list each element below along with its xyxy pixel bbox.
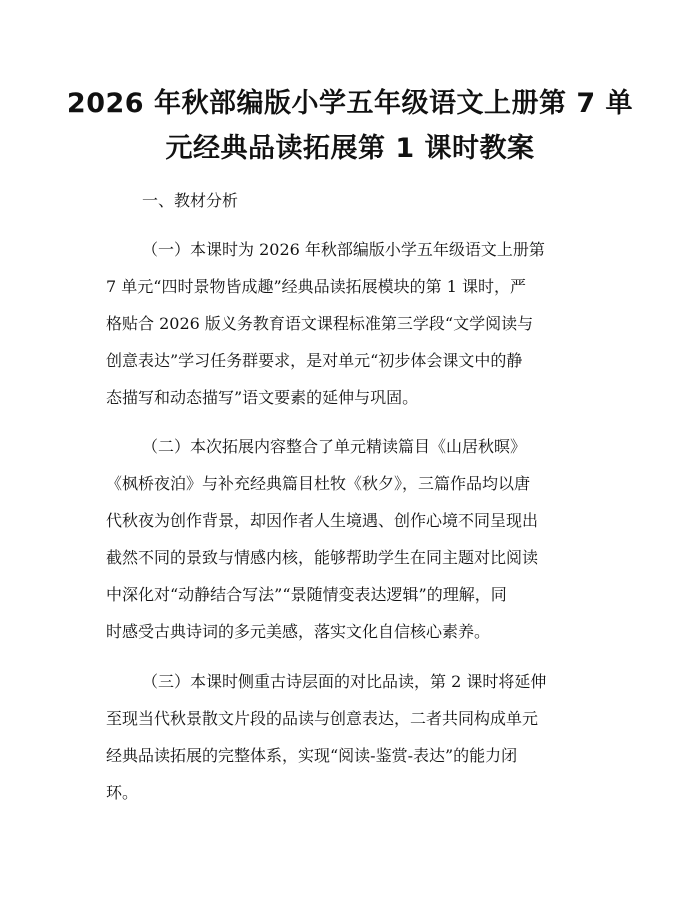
paragraph-3-line-2: 至现当代秋景散文片段的品读与创意表达，二者共同构成单元 (106, 709, 539, 728)
document-title-line-1: 2026 年秋部编版小学五年级语文上册第 7 单 (66, 88, 634, 119)
paragraph-1-line-3: 格贴合 2026 版义务教育语文课程标准第三学段“文学阅读与 (106, 314, 534, 333)
paragraph-1-line-2: 7 单元“四时景物皆成趣”经典品读拓展模块的第 1 课时，严 (106, 277, 526, 296)
paragraph-2-line-5: 中深化对“动静结合写法”“景随情变表达逻辑”的理解，同 (106, 585, 507, 604)
section-heading: 一、教材分析 (142, 191, 239, 210)
paragraph-2-line-4: 截然不同的景致与情感内核，能够帮助学生在同主题对比阅读 (106, 548, 539, 567)
document-title-line-2: 元经典品读拓展第 1 课时教案 (165, 133, 535, 164)
paragraph-2-line-6: 时感受古典诗词的多元美感，落实文化自信核心素养。 (106, 622, 491, 641)
paragraph-2-line-2: 《枫桥夜泊》与补充经典篇目杜牧《秋夕》，三篇作品均以唐 (106, 474, 531, 493)
paragraph-3-line-4: 环。 (106, 783, 139, 802)
paragraph-2-line-3: 代秋夜为创作背景，却因作者人生境遇、创作心境不同呈现出 (106, 511, 539, 530)
paragraph-3-line-1: （三）本课时侧重古诗层面的对比品读，第 2 课时将延伸 (142, 672, 547, 691)
paragraph-1-line-4: 创意表达”学习任务群要求，是对单元“初步体会课文中的静 (106, 351, 523, 370)
paragraph-2-line-1: （二）本次拓展内容整合了单元精读篇目《山居秋暝》 (142, 437, 527, 456)
paragraph-3-line-3: 经典品读拓展的完整体系，实现“阅读-鉴赏-表达”的能力闭 (106, 746, 518, 765)
paragraph-1-line-1: （一）本课时为 2026 年秋部编版小学五年级语文上册第 (142, 240, 545, 259)
paragraph-1-line-5: 态描写和动态描写”语文要素的延伸与巩固。 (106, 388, 419, 407)
